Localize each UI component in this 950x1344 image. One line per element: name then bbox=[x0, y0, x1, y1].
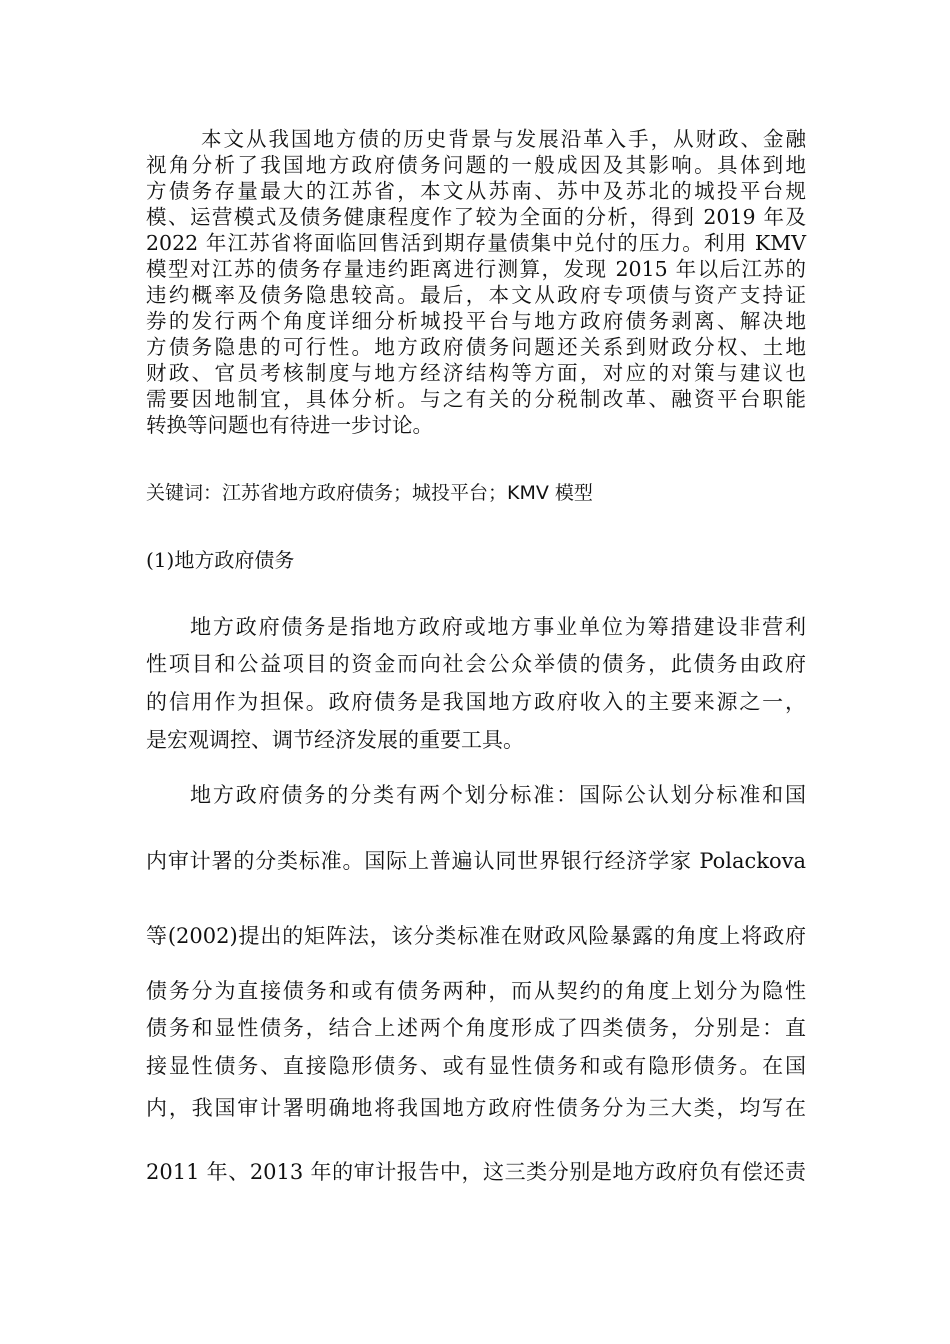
body-line: 接显性债务、直接隐形债务、或有显性债务和或有隐形债务。在国 bbox=[146, 1054, 806, 1078]
section-heading: (1)地方政府债务 bbox=[146, 548, 295, 572]
body-line: 是宏观调控、调节经济发展的重要工具。 bbox=[146, 728, 524, 752]
body-line: 债务和显性债务，结合上述两个角度形成了四类债务，分别是：直 bbox=[146, 1016, 806, 1040]
abstract-line: 模、运营模式及债务健康程度作了较为全面的分析，得到 2019 年及 bbox=[146, 205, 806, 229]
abstract-line: 视角分析了我国地方政府债务问题的一般成因及其影响。具体到地 bbox=[146, 153, 806, 177]
body-line: 地方政府债务的分类有两个划分标准：国际公认划分标准和国 bbox=[190, 783, 806, 807]
body-line: 的信用作为担保。政府债务是我国地方政府收入的主要来源之一， bbox=[146, 690, 806, 714]
abstract-line: 转换等问题也有待进一步讨论。 bbox=[146, 413, 433, 437]
abstract-line: 财政、官员考核制度与地方经济结构等方面，对应的对策与建议也 bbox=[146, 361, 806, 385]
body-line: 债务分为直接债务和或有债务两种，而从契约的角度上划分为隐性 bbox=[146, 979, 806, 1003]
body-line: 地方政府债务是指地方政府或地方事业单位为筹措建设非营利 bbox=[190, 615, 806, 639]
body-line: 等(2002)提出的矩阵法，该分类标准在财政风险暴露的角度上将政府 bbox=[146, 924, 806, 948]
abstract-line: 本文从我国地方债的历史背景与发展沿革入手，从财政、金融 bbox=[201, 127, 806, 151]
abstract-line: 券的发行两个角度详细分析城投平台与地方政府债务剥离、解决地 bbox=[146, 309, 806, 333]
abstract-line: 方债务隐患的可行性。地方政府债务问题还关系到财政分权、土地 bbox=[146, 335, 806, 359]
abstract-line: 方债务存量最大的江苏省，本文从苏南、苏中及苏北的城投平台规 bbox=[146, 179, 806, 203]
abstract-line: 违约概率及债务隐患较高。最后，本文从政府专项债与资产支持证 bbox=[146, 283, 806, 307]
body-line: 内，我国审计署明确地将我国地方政府性债务分为三大类，均写在 bbox=[146, 1096, 806, 1120]
body-line: 2011 年、2013 年的审计报告中，这三类分别是地方政府负有偿还责 bbox=[146, 1160, 806, 1184]
abstract-line: 模型对江苏的债务存量违约距离进行测算，发现 2015 年以后江苏的 bbox=[146, 257, 806, 281]
body-line: 性项目和公益项目的资金而向社会公众举债的债务，此债务由政府 bbox=[146, 652, 806, 676]
body-line: 内审计署的分类标准。国际上普遍认同世界银行经济学家 Polackova bbox=[146, 849, 806, 873]
abstract-line: 需要因地制宜，具体分析。与之有关的分税制改革、融资平台职能 bbox=[146, 387, 806, 411]
keywords-line: 关键词：江苏省地方政府债务；城投平台；KMV 模型 bbox=[146, 482, 593, 504]
abstract-line: 2022 年江苏省将面临回售活到期存量债集中兑付的压力。利用 KMV bbox=[146, 231, 806, 255]
